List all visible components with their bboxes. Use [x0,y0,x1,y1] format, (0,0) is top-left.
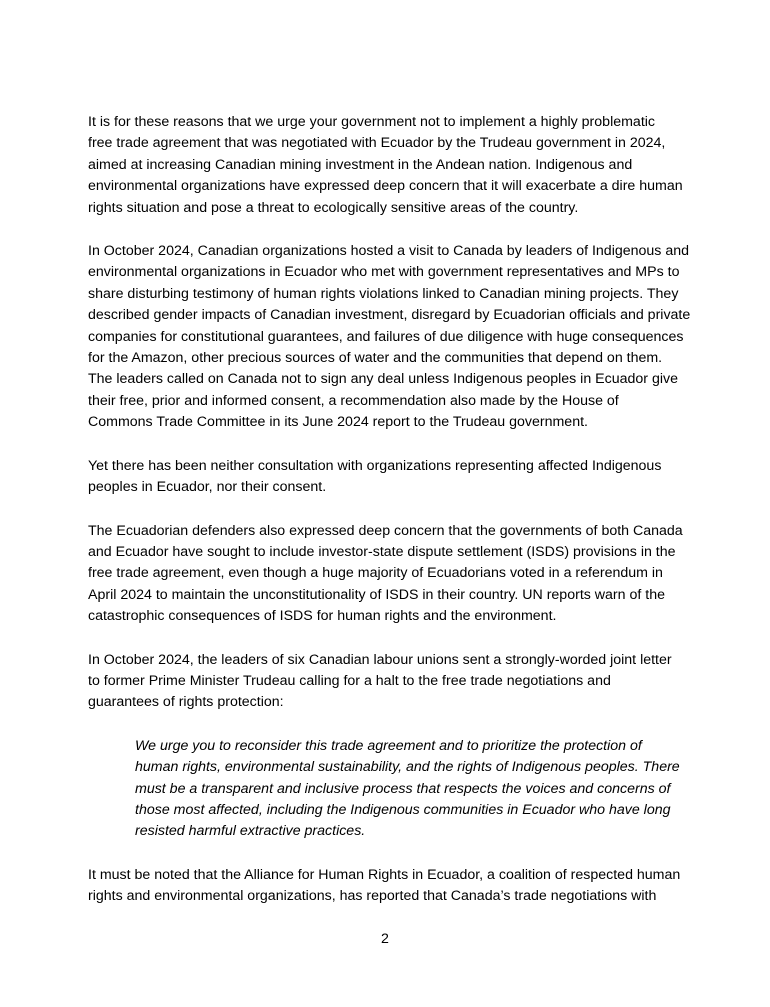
paragraph-union-letter [88,650,688,714]
text-line: guarantees of rights protection: [88,694,284,711]
quote-line: human rights, environmental sustainability, and the rights of Indigenous peoples. There [135,759,680,776]
text-line: aimed at increasing Canadian mining investment in the Andean nation. Indigenous and [88,156,633,173]
text-line: environmental organizations have expressed deep concern that it will exacerbate a dire human [88,178,683,195]
text-line: Yet there has been neither consultation with organizations representing affected Indigenous [88,457,662,474]
quote-line: those most affected, including the Indigenous communities in Ecuador who have long [135,801,671,818]
text-line: companies for constitutional guarantees, and failures of due diligence with huge consequences [88,328,684,345]
text-line: April 2024 to maintain the unconstitutionality of ISDS in their country. UN reports warn of the [88,586,665,603]
text-line: free trade agreement that was negotiated with Ecuador by the Trudeau government in 2024, [88,135,666,152]
text-line: It must be noted that the Alliance for Human Rights in Ecuador, a coalition of respected human [88,866,681,883]
page-number: 2 [381,931,389,947]
text-line: rights and environmental organizations, has reported that Canada’s trade negotiations with [88,888,657,905]
paragraph-alliance-report [88,865,688,908]
text-line: Commons Trade Committee in its June 2024 report to the Trudeau government. [88,414,588,431]
text-line: The leaders called on Canada not to sign any deal unless Indigenous peoples in Ecuador give [88,371,678,388]
quote-line: We urge you to reconsider this trade agreement and to prioritize the protection of [135,737,642,754]
text-line: to former Prime Minister Trudeau calling for a halt to the free trade negotiations and [88,672,611,689]
text-line: The Ecuadorian defenders also expressed deep concern that the governments of both Canada [88,522,683,539]
block-quote [135,736,688,843]
text-line: It is for these reasons that we urge your government not to implement a highly problematic [88,114,656,130]
text-line: and Ecuador have sought to include investor-state dispute settlement (ISDS) provisions in the [88,543,676,560]
quote-line: resisted harmful extractive practices. [135,823,366,840]
quote-line: must be a transparent and inclusive process that respects the voices and concerns of [135,780,671,797]
text-line: In October 2024, Canadian organizations hosted a visit to Canada by leaders of Indigenous and [88,243,690,260]
paragraph-isds-concern [88,521,688,628]
text-line: their free, prior and informed consent, a recommendation also made by the House of [88,392,619,409]
text-line: described gender impacts of Canadian investment, disregard by Ecuadorian officials and private [88,307,691,324]
text-line: In October 2024, the leaders of six Canadian labour unions sent a strongly-worded joint letter [88,651,672,668]
paragraph-no-consultation [88,456,688,499]
text-line: catastrophic consequences of ISDS for human rights and the environment. [88,608,557,625]
paragraph-trade-agreement [88,112,688,219]
text-line: for the Amazon, other precious sources of water and the communities that depend on them. [88,350,663,367]
paragraph-october-visit [88,241,691,434]
text-line: share disturbing testimony of human rights violations linked to Canadian mining projects. They [88,285,679,302]
text-line: free trade agreement, even though a huge majority of Ecuadorians voted in a referendum in [88,565,663,582]
document-body [88,112,691,930]
text-line: peoples in Ecuador, nor their consent. [88,479,327,496]
text-line: rights situation and pose a threat to ecologically sensitive areas of the country. [88,199,579,216]
text-line: environmental organizations in Ecuador who met with government representatives and MPs to [88,264,680,281]
